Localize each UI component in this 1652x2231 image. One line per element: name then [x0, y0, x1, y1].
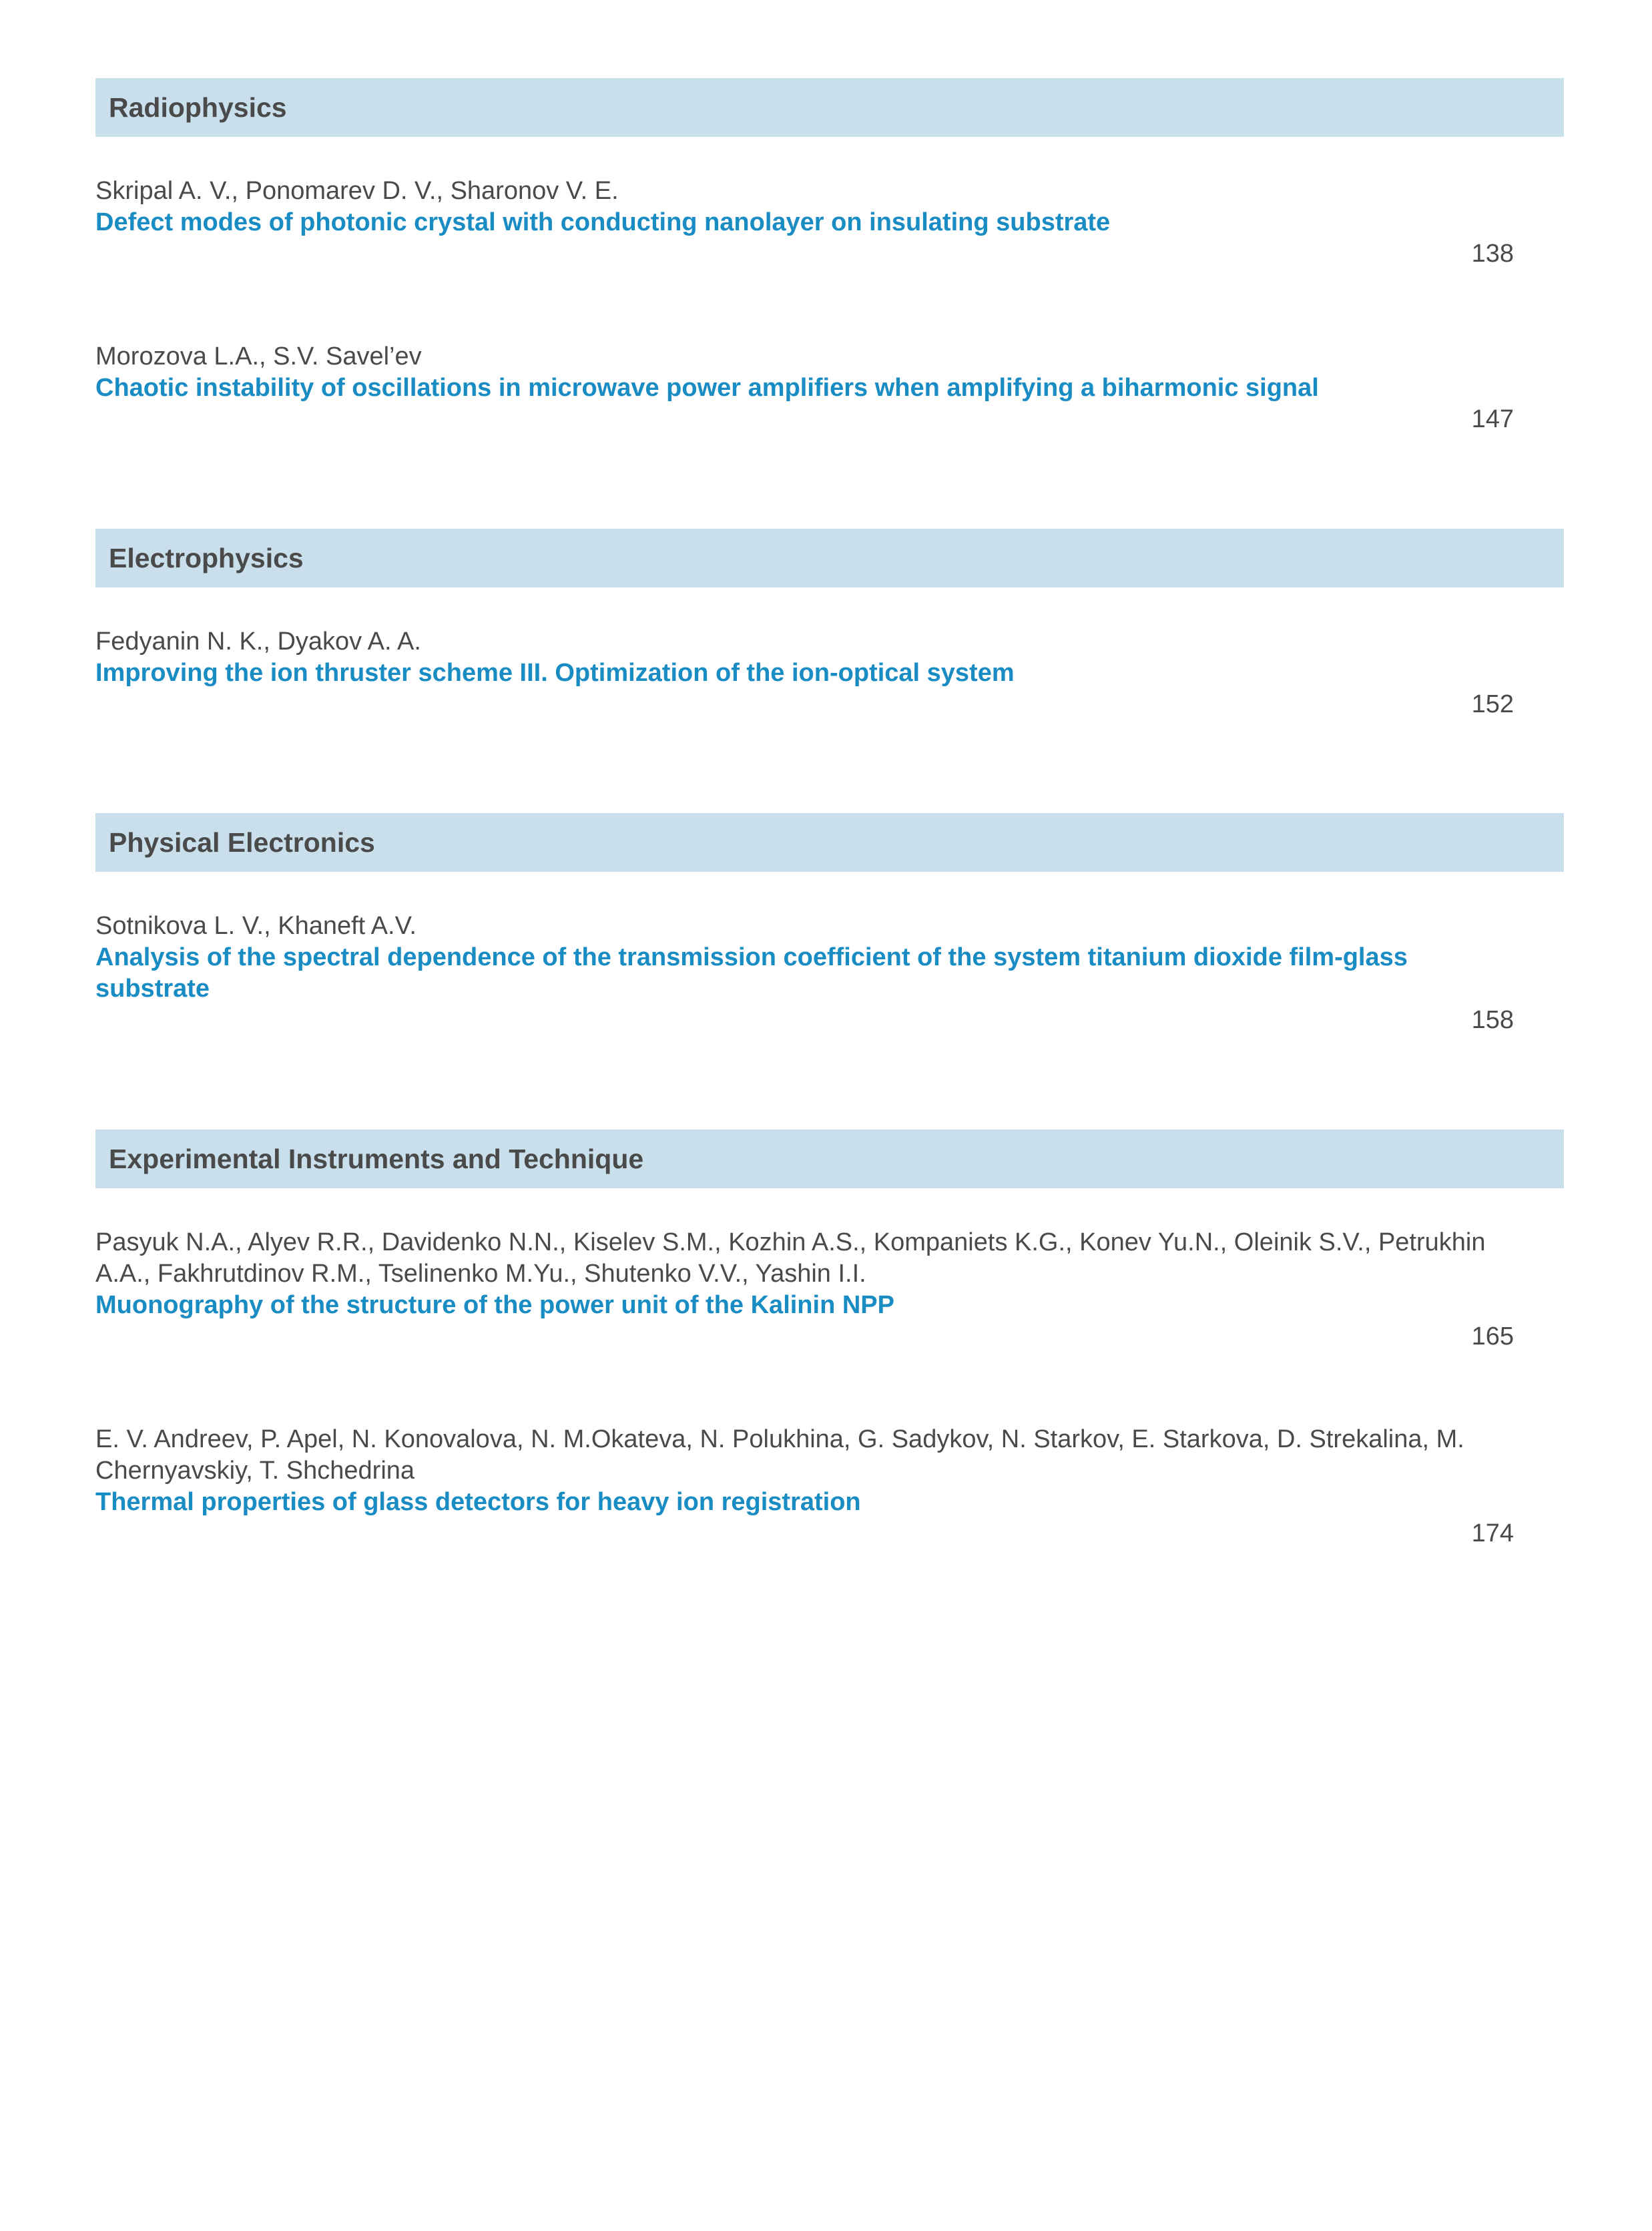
- article-entry: [95, 911, 1514, 1036]
- article-title-link[interactable]: Muonography of the structure of the power unit of the Kalinin NPP: [95, 1291, 894, 1319]
- article-title-link[interactable]: Defect modes of photonic crystal with conducting nanolayer on insulating substrate: [95, 208, 1111, 236]
- article-page-number: 152: [1471, 690, 1514, 718]
- article-authors: Fedyanin N. K., Dyakov A. A.: [95, 628, 421, 656]
- article-title-link[interactable]: Improving the ion thruster scheme III. Optimization of the ion-optical system: [95, 659, 1015, 687]
- section-header-experimental-instruments: Experimental Instruments and Technique: [95, 1130, 1564, 1188]
- article-page-number: 138: [1471, 240, 1514, 268]
- article-entry: [95, 1424, 1514, 1549]
- section-header-electrophysics: Electrophysics: [95, 529, 1564, 587]
- article-entry: [95, 341, 1514, 435]
- article-title-link[interactable]: Chaotic instability of oscillations in microwave power amplifiers when amplifying a biharmonic signal: [95, 374, 1319, 402]
- section-header-radiophysics: Radiophysics: [95, 78, 1564, 137]
- article-authors: Morozova L.A., S.V. Savel’ev: [95, 342, 422, 370]
- article-authors: E. V. Andreev, P. Apel, N. Konovalova, N. M.Okateva, N. Polukhina, G. Sadykov, N. Starkov, E. Starkova, D. Strekalina, M. Chernyavskiy, T. Shchedrina: [95, 1425, 1464, 1485]
- article-page-number: 147: [1471, 405, 1514, 433]
- section-header-physical-electronics: Physical Electronics: [95, 813, 1564, 872]
- article-page-number: 158: [1471, 1006, 1514, 1034]
- article-title-link[interactable]: Analysis of the spectral dependence of the transmission coefficient of the system titanium dioxide film-glass substrate: [95, 943, 1408, 1003]
- article-page-number: 174: [1471, 1519, 1514, 1547]
- article-entry: [95, 1227, 1514, 1352]
- article-entry: [95, 176, 1514, 270]
- article-title-link[interactable]: Thermal properties of glass detectors for heavy ion registration: [95, 1488, 861, 1516]
- article-authors: Skripal A. V., Ponomarev D. V., Sharonov V. E.: [95, 177, 619, 205]
- article-authors: Sotnikova L. V., Khaneft A.V.: [95, 912, 417, 940]
- article-page-number: 165: [1471, 1322, 1514, 1350]
- article-authors: Pasyuk N.A., Alyev R.R., Davidenko N.N., Kiselev S.M., Kozhin A.S., Kompaniets K.G., Konev Yu.N., Oleinik S.V., Petrukhin A.A., Fakhrutdinov R.M., Tselinenko M.Yu., Shutenko V.V., Yashin I.I.: [95, 1228, 1486, 1288]
- article-entry: [95, 626, 1514, 720]
- table-of-contents: [95, 78, 1564, 1549]
